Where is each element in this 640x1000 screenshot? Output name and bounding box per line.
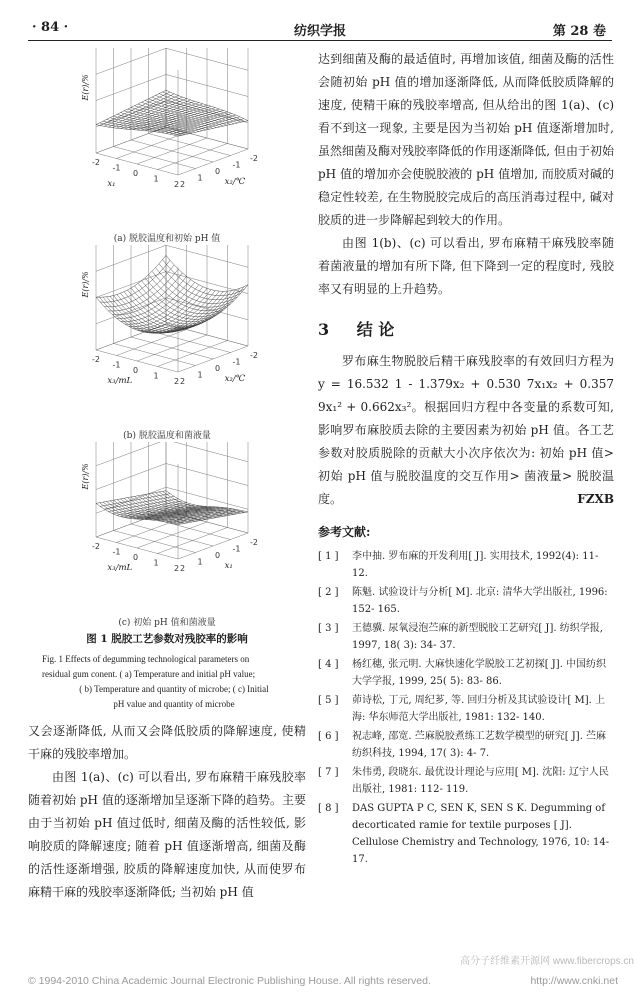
tick-label: 0 <box>215 364 221 373</box>
tick-label: -2 <box>92 542 100 551</box>
tick-label: 2 <box>180 180 186 189</box>
section-number: 3 <box>318 320 330 339</box>
reference-number: [ 4 ] <box>318 659 339 670</box>
volume-label: 第 28 卷 <box>552 24 606 39</box>
reference-item <box>318 692 614 726</box>
reference-number: [ 3 ] <box>318 623 339 634</box>
grid-line <box>149 134 231 156</box>
x-axis-label: x₃/mL <box>107 563 133 574</box>
subplot-c-caption: (c) 初始 pH 值和菌液量 <box>118 618 216 628</box>
grid-line <box>131 524 213 546</box>
tick-label: 0 <box>133 553 139 562</box>
x-axis-label: x₁ <box>107 179 116 190</box>
grid-line <box>117 330 187 356</box>
footer-url[interactable]: http://www.cnki.net <box>530 975 618 987</box>
reference-text: 陈魁. 试验设计与分析[ M]. 北京: 清华大学出版社, 1996: 152- 165. <box>352 587 608 615</box>
tick-label: -1 <box>232 357 241 367</box>
z-axis-label: E(r)/% <box>81 271 90 298</box>
reference-text: 李中抽. 罗布麻的开发利用[ J]. 实用技术, 1992(4): 11- 12. <box>352 551 599 579</box>
tick-label: -2 <box>92 158 100 167</box>
tick-label: 2 <box>174 564 180 573</box>
tick-label: -1 <box>232 544 241 554</box>
tick-label: 0 <box>215 167 221 176</box>
figure-title-en-line: ( b) Temperature and quantity of microbe; ( c) Initial <box>79 684 269 694</box>
mesh-line <box>142 281 224 317</box>
mesh-line <box>100 494 170 507</box>
figure-title-en-line: pH value and quantity of microbe <box>113 699 235 709</box>
tick-label: 0 <box>133 169 139 178</box>
z-axis-label: E(r)/% <box>81 463 90 490</box>
subplot-c <box>28 442 306 617</box>
tick-label: -2 <box>250 351 258 360</box>
mesh-line <box>108 269 178 311</box>
mesh-line <box>131 107 213 128</box>
reference-item <box>318 656 614 690</box>
tick-label: 1 <box>153 371 159 381</box>
figure-title-en-line: Fig. 1 Effects of degumming technological parameters on <box>42 654 250 664</box>
right-column <box>318 48 614 870</box>
page-number: · 84 · <box>32 20 69 35</box>
reference-number: [ 8 ] <box>318 803 339 814</box>
reference-text: DAS GUPTA P C, SEN K, SEN S K. Degumming of decorticated ramie for textile purposes [ J]. Cellulose Chemistry and Technology, 1976, 10: 14- 17. <box>352 803 610 865</box>
tick-label: 1 <box>197 370 203 380</box>
left-paragraph-1: 又会逐渐降低, 从而又会降低胶质的降解速度, 使精干麻的残胶率增加。 <box>28 724 306 761</box>
references-title: 参考文献: <box>318 525 371 539</box>
reference-item <box>318 800 614 868</box>
tick-label: -1 <box>112 163 121 173</box>
page-header <box>28 18 612 41</box>
conclusion-paragraph: 罗布麻生物脱胶后精干麻残胶率的有效回归方程为 y = 16.532 1 - 1.379x₂ + 0.530 7x₁x₂ + 0.357 9x₁² + 0.662x₃²。根据回归方程中各变量的系数可知, 影响罗布麻胶质去除的主要因素为初始 pH 值。各工艺参数对胶质脱除的贡献大小次序依次为: 初始 pH 值> 初始 pH 值与脱胶温度的交互作用> 菌液量> 脱胶温度。 <box>318 354 614 506</box>
reference-text: 茆诗松, 丁元, 周纪芗, 等. 回归分析及其试验设计[ M]. 上海: 华东师范大学出版社, 1981: 132- 140. <box>352 695 606 723</box>
tick-label: 1 <box>197 173 203 183</box>
figure-1 <box>28 48 306 629</box>
watermark: 高分子纤维素开源网 www.fibercrops.cn <box>460 956 634 967</box>
copyright-text: © 1994-2010 China Academic Journal Electronic Publishing House. All rights reserved. <box>28 975 431 987</box>
tick-label: -2 <box>250 538 258 547</box>
tick-label: 0 <box>133 366 139 375</box>
x-axis-label: x₃/mL <box>107 376 133 387</box>
reference-item <box>318 728 614 762</box>
reference-text: 杨红穗, 张元明. 大麻快速化学脱胶工艺初探[ J]. 中国纺织大学学报, 1999, 25( 5): 83- 86. <box>352 659 607 687</box>
subplot-b <box>28 245 306 430</box>
tick-label: 2 <box>174 180 180 189</box>
reference-text: 祝志峰, 邵宽. 苎麻脱胶煮练工艺数学模型的研究[ J]. 苎麻纺织科技, 1994, 17( 3): 4- 7. <box>352 731 607 759</box>
tick-label: -2 <box>92 355 100 364</box>
grid-line <box>117 133 187 159</box>
reference-number: [ 5 ] <box>318 695 339 706</box>
figure-title-en-line: residual gum conent. ( a) Temperature and initial pH value; <box>42 669 256 679</box>
tick-label: -1 <box>112 547 121 557</box>
grid-line <box>131 140 213 162</box>
grid-line <box>131 337 213 359</box>
tick-label: 1 <box>197 557 203 567</box>
grid-line <box>149 331 231 353</box>
y-axis-label: x₂/℃ <box>224 176 246 187</box>
section-heading <box>318 317 614 340</box>
z-axis-label: E(r)/% <box>81 74 90 101</box>
surface-mesh <box>96 491 248 525</box>
reference-item <box>318 548 614 582</box>
reference-item <box>318 620 614 654</box>
tick-label: -1 <box>232 160 241 170</box>
right-paragraph-1: 达到细菌及酶的最适值时, 再增加该值, 细菌及酶的活性会随初始 pH 值的增加逐渐降低, 从而降低胶质降解的速度, 使精干麻的残胶率增高, 但从给出的图 1(a)、(c) 看不到这一现象, 主要是因为当初始 pH 值逐渐增加时, 虽然细菌及酶对残胶率降低的作用逐渐降低, 但由于初始 pH 值的增加亦会使脱胶液的 pH 值增加, 而胶质对碱的稳定性较差, 在生物脱胶完成后的高压消毒过程中, 碱对胶质的进一步降解起到较大的作用。 <box>318 52 614 227</box>
y-axis-label: x₂/℃ <box>224 373 246 384</box>
mesh-line <box>124 292 206 328</box>
reference-text: 王德骥. 尿氧浸泡苎麻的新型脱胶工艺研究[ J]. 纺织学报, 1997, 18( 3): 34- 37. <box>352 623 603 651</box>
tick-label: 1 <box>153 174 159 184</box>
surface-mesh <box>96 90 248 136</box>
subplot-b-caption: (b) 脱胶温度和菌液量 <box>123 431 211 441</box>
tick-label: 2 <box>180 377 186 386</box>
reference-number: [ 6 ] <box>318 731 339 742</box>
page-footer <box>28 975 618 987</box>
journal-tag: FZXB <box>577 492 614 506</box>
reference-text: 朱伟勇, 段晓东. 最优设计理论与应用[ M]. 沈阳: 辽宁人民出版社, 1981: 112- 119. <box>352 767 609 795</box>
subplot-a <box>28 48 306 233</box>
reference-number: [ 2 ] <box>318 587 339 598</box>
tick-label: 0 <box>215 551 221 560</box>
tick-label: 2 <box>174 377 180 386</box>
reference-item <box>318 584 614 618</box>
reference-number: [ 7 ] <box>318 767 339 778</box>
journal-name: 纺织学报 <box>293 24 346 39</box>
reference-number: [ 1 ] <box>318 551 339 562</box>
reference-item <box>318 764 614 798</box>
figure-title-cn: 图 1 脱胶工艺参数对残胶率的影响 <box>86 633 248 645</box>
subplot-a-caption: (a) 脱胶温度和初始 pH 值 <box>113 234 221 244</box>
left-paragraph-2: 由图 1(a)、(c) 可以看出, 罗布麻精干麻残胶率随着初始 pH 值的逐渐增加呈逐渐下降的趋势。主要由于当初始 pH 值过低时, 细菌及酶的活性较低, 影响胶质的降解速度; 随着 pH 值逐渐增高, 细菌及酶的活性逐渐增强, 胶质的降解速度加快, 从而使罗布麻精干麻的残胶率逐渐降低; 当初始 pH 值 <box>28 770 306 899</box>
y-axis-label: x₁ <box>224 560 233 571</box>
right-paragraph-2: 由图 1(b)、(c) 可以看出, 罗布麻精干麻残胶率随着菌液量的增加有所下降, 但下降到一定的程度时, 残胶率又有明显的上升趋势。 <box>318 236 614 296</box>
tick-label: -2 <box>250 154 258 163</box>
tick-label: -1 <box>112 360 121 370</box>
surface-mesh <box>96 255 248 333</box>
reference-list <box>318 548 614 868</box>
figure-title-en <box>28 652 306 712</box>
left-column <box>28 48 306 904</box>
tick-label: 1 <box>153 558 159 568</box>
section-title: 结 论 <box>356 320 395 339</box>
tick-label: 2 <box>180 564 186 573</box>
mesh-line <box>104 496 174 509</box>
